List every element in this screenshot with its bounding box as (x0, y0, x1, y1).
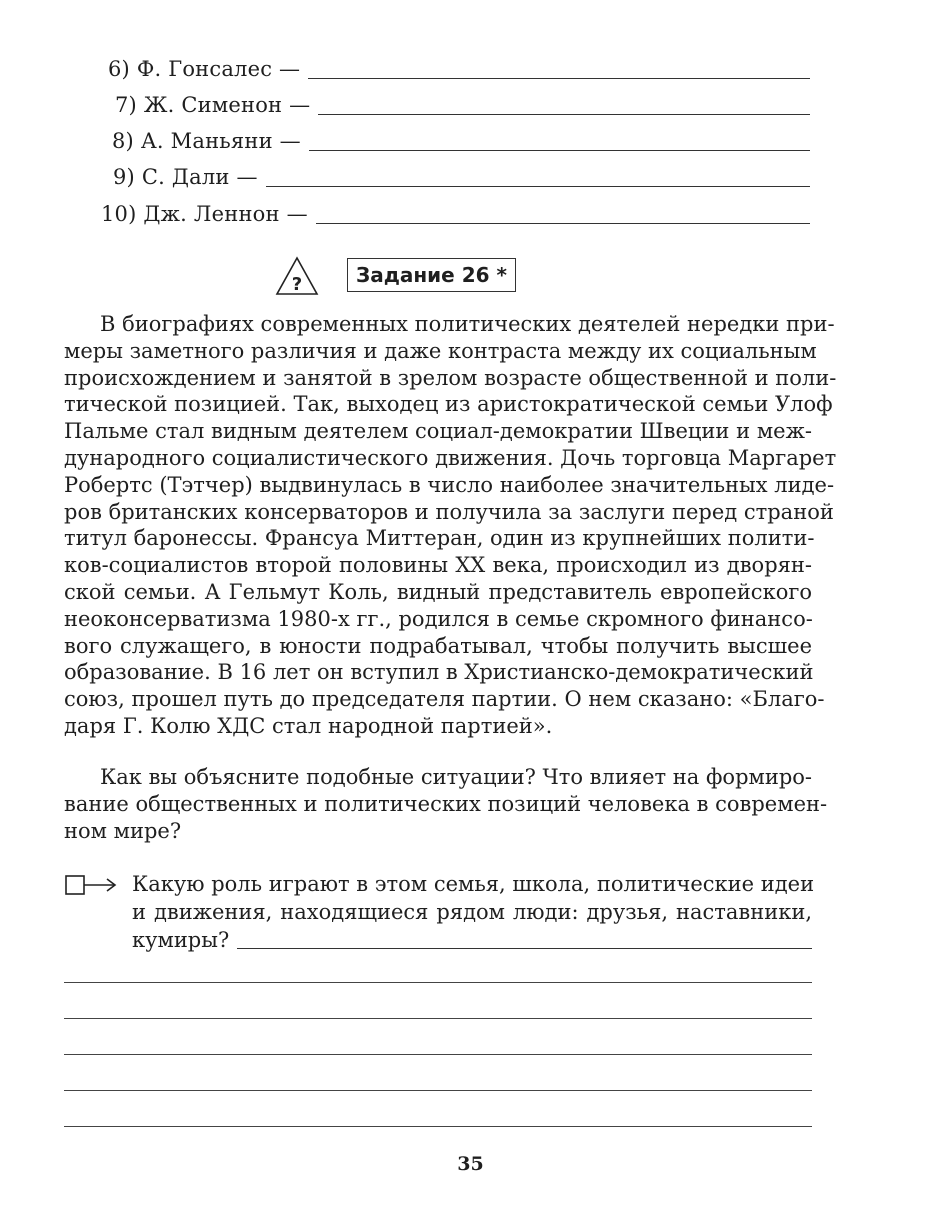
fill-label: 6) Ф. Гонсалес — (108, 57, 301, 81)
text-line: вание общественных и политических позиций человека в современ- (64, 791, 828, 816)
fill-row-7 (115, 88, 810, 118)
answer-line[interactable] (64, 1018, 812, 1019)
text-line: тической позицией. Так, выходец из аристократической семьи Улоф (64, 392, 833, 417)
text-line: ков-социалистов второй половины XX века, происходил из дворян- (64, 553, 812, 578)
text-line: даря Г. Колю ХДС стал народной партией». (64, 713, 553, 738)
text-line: ров британских консерваторов и получила за заслуги перед страной (64, 499, 834, 524)
text-line: ном мире? (64, 818, 182, 843)
text-line: меры заметного различия и даже контраста между их социальным (64, 338, 817, 363)
task-description (64, 311, 837, 740)
fill-label: 8) А. Маньяни — (112, 129, 301, 153)
hint-line: Какую роль играют в этом семья, школа, политические идеи (132, 872, 815, 896)
hint-line: кумиры? (132, 928, 230, 952)
answer-line[interactable] (64, 1054, 812, 1055)
task-question (64, 764, 828, 844)
answer-blank[interactable] (309, 149, 810, 151)
fill-row-6 (108, 52, 810, 82)
text-line: титул баронессы. Франсуа Миттеран, один из крупнейших полити- (64, 526, 815, 551)
text-line: вого служащего, в юности подрабатывал, чтобы получить высшее (64, 633, 812, 658)
hint-last-row (132, 926, 812, 954)
text-line: ской семьи. А Гельмут Коль, видный представитель европейского (64, 579, 812, 604)
text-line: Как вы объясните подобные ситуации? Что влияет на формиро- (100, 765, 813, 789)
text-line: происхождением и занятой в зрелом возрасте общественной и поли- (64, 365, 837, 390)
hint-line: и движения, находящиеся рядом люди: друзья, наставники, (132, 900, 812, 924)
text-line: союз, прошел путь до председателя партии. О нем сказано: «Благо- (64, 687, 825, 712)
text-line: Пальме стал видным деятелем социал-демократии Швеции и меж- (64, 419, 812, 444)
text-line: В биографиях современных политических деятелей нередки при- (100, 312, 835, 336)
answer-blank[interactable] (318, 113, 810, 115)
fill-row-9 (113, 160, 810, 190)
text-line: образование. В 16 лет он вступил в Христианско-демократический (64, 660, 814, 685)
answer-line[interactable] (64, 1090, 812, 1091)
fill-label: 10) Дж. Леннон — (101, 202, 308, 226)
answer-blank[interactable] (308, 77, 810, 79)
answer-line[interactable] (64, 1126, 812, 1127)
task-title: Задание 26 * (356, 263, 507, 287)
fill-label: 9) С. Дали — (113, 165, 258, 189)
hint-block (132, 870, 815, 954)
page-number: 35 (457, 1153, 484, 1175)
box-arrow-icon (64, 872, 120, 898)
svg-text:?: ? (291, 274, 303, 295)
answer-blank[interactable] (237, 947, 812, 949)
task-title-box (347, 258, 516, 292)
answer-blank[interactable] (266, 185, 810, 187)
answer-blank[interactable] (316, 222, 810, 224)
answer-line[interactable] (64, 982, 812, 983)
text-line: дународного социалистического движения. Дочь торговца Маргарет (64, 445, 837, 470)
fill-label: 7) Ж. Сименон — (115, 93, 311, 117)
question-warning-icon (274, 255, 320, 297)
text-line: Робертс (Тэтчер) выдвинулась в число наиболее значительных лиде- (64, 472, 835, 497)
fill-row-8 (112, 124, 810, 154)
text-line: неоконсерватизма 1980-х гг., родился в семье скромного финансо- (64, 606, 813, 631)
fill-row-10 (101, 197, 810, 227)
